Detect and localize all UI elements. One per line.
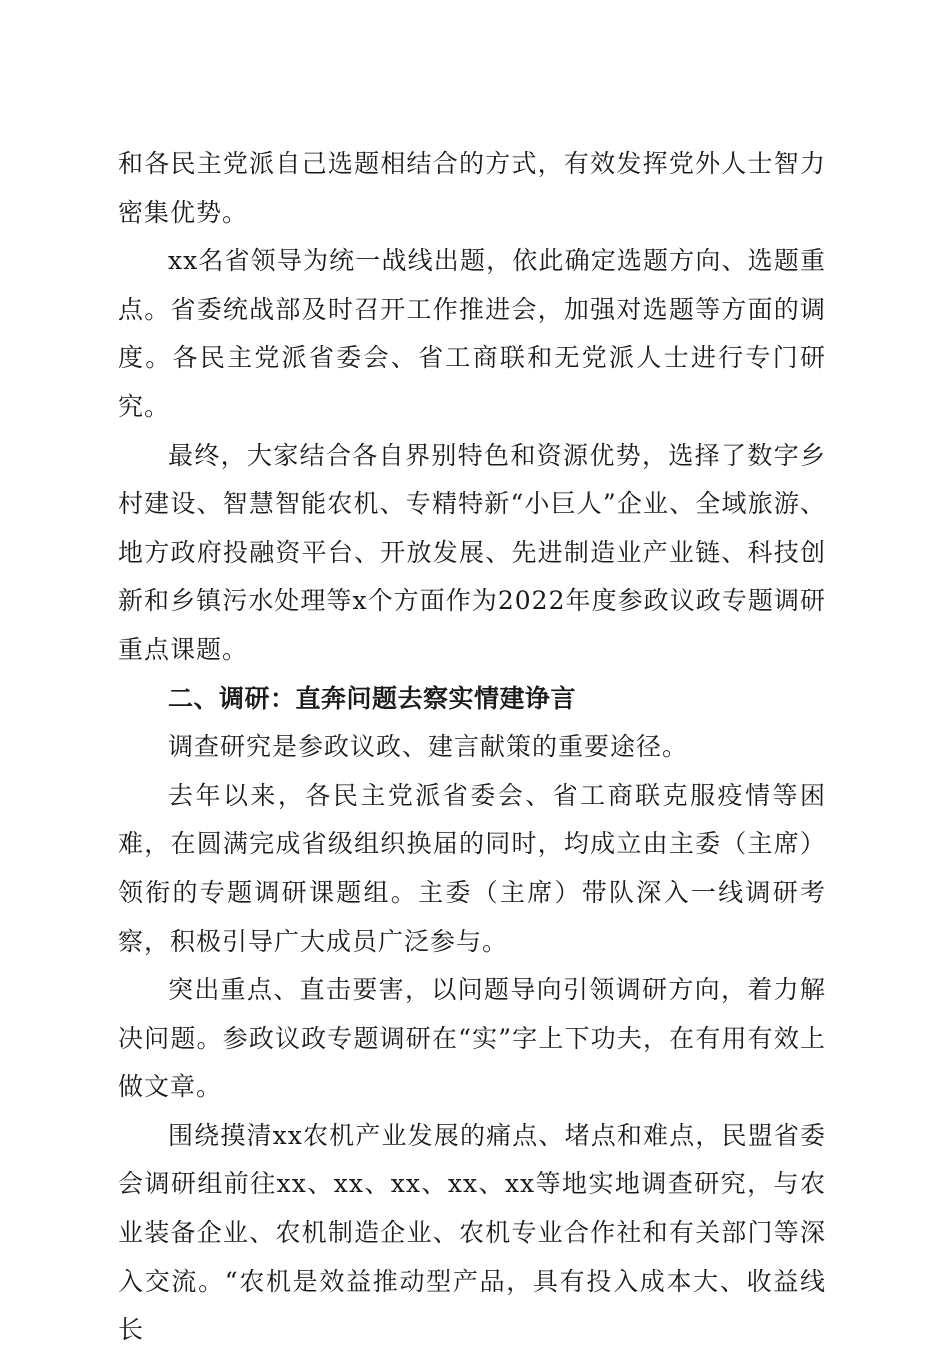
paragraph-leader-topics: xx名省领导为统一战线出题，依此确定选题方向、选题重点。省委统战部及时召开工作推进会，加强对选题等方面的调度。各民主党派省委会、省工商联和无党派人士进行专门研究。 [118, 246, 826, 421]
section-heading-research: 二、调研：直奔问题去察实情建诤言 [168, 683, 577, 713]
paragraph-selected-topics: 最终，大家结合各自界别特色和资源优势，选择了数字乡村建设、智慧智能农机、专精特新“小巨人”企业、全域旅游、地方政府投融资平台、开放发展、先进制造业产业链、科技创新和乡镇污水处理等x个方面作为2022年度参政议政专题调研重点课题。 [118, 440, 826, 664]
paragraph-problem-oriented: 突出重点、直击要害，以问题导向引领调研方向，着力解决问题。参政议政专题调研在“实”字上下功夫，在有用有效上做文章。 [118, 975, 826, 1102]
paragraph-research-groups: 去年以来，各民主党派省委会、省工商联克服疫情等困难，在圆满完成省级组织换届的同时，均成立由主委（主席）领衔的专题调研课题组。主委（主席）带队深入一线调研考察，积极引导广大成员广泛参与。 [118, 780, 826, 956]
paragraph-continuation: 和各民主党派自己选题相结合的方式，有效发挥党外人士智力密集优势。 [118, 149, 826, 227]
document-body [118, 140, 826, 1355]
paragraph-agricultural-machinery: 围绕摸清xx农机产业发展的痛点、堵点和难点，民盟省委会调研组前往xx、xx、xx、xx、xx等地实地调查研究，与农业装备企业、农机制造企业、农机专业合作社和有关部门等深入交流。“农机是效益推动型产品，具有投入成本大、收益线长 [118, 1120, 826, 1345]
paragraph-research-importance: 调查研究是参政议政、建言献策的重要途径。 [168, 732, 689, 762]
